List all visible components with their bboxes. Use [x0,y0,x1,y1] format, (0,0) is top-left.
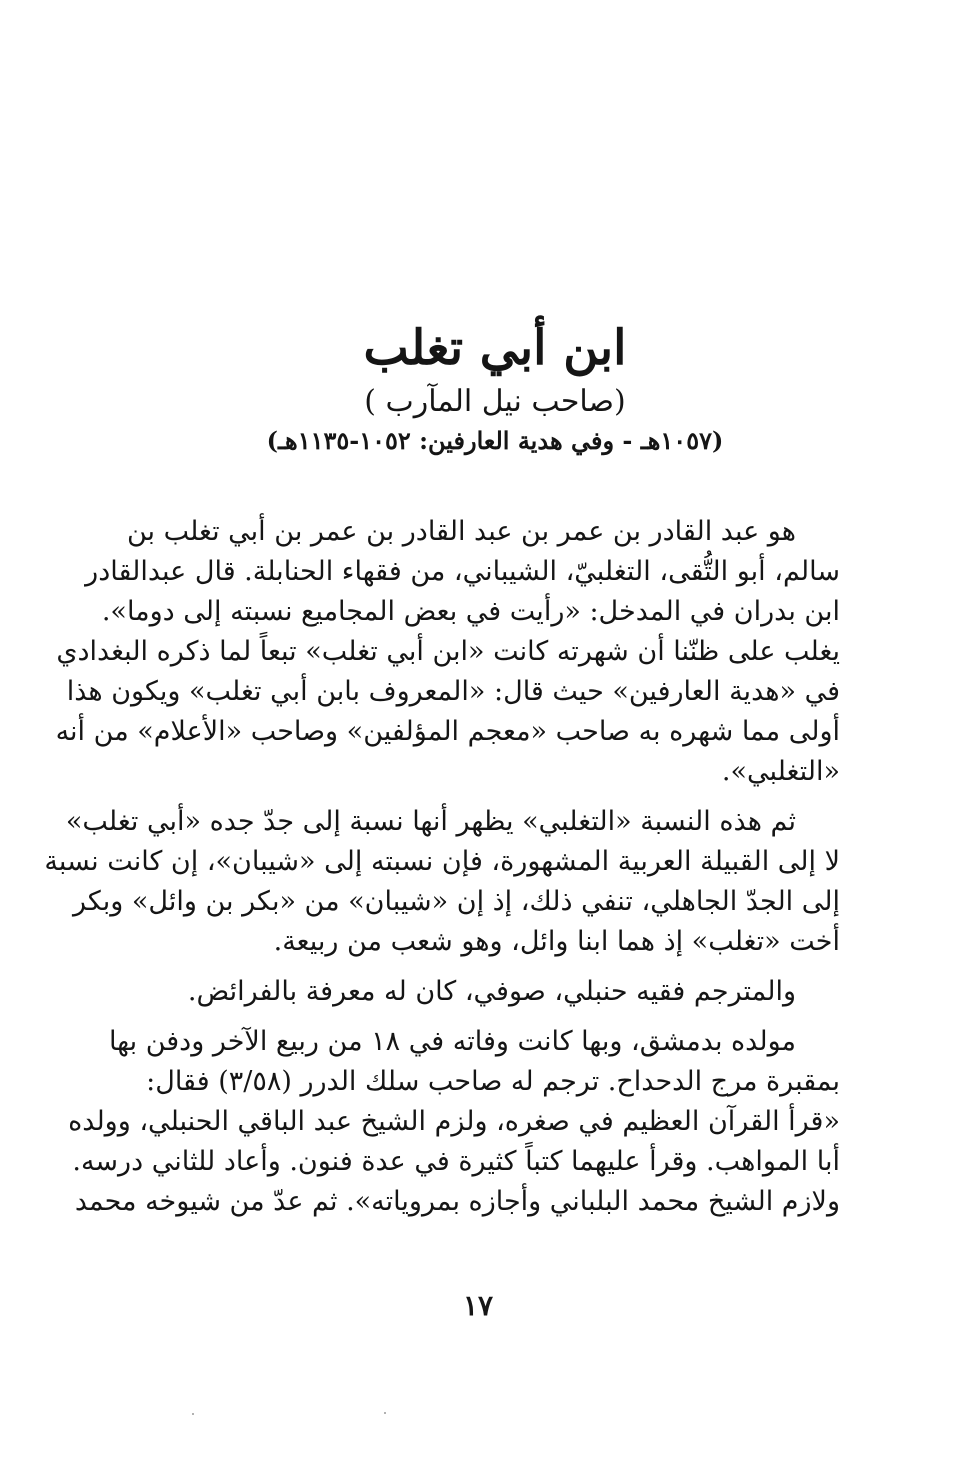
text-line: ثم هذه النسبة «التغلبي» يظهر أنها نسبة إلى جدّ جده «أبي تغلب» [65,806,796,837]
scan-speck [192,1413,194,1415]
text-line: ابن بدران في المدخل: «رأيت في بعض المجاميع نسبته إلى دوما». [101,596,840,627]
text-line: «التغلبي». [721,756,840,787]
scan-speck [384,1412,386,1414]
text-line: في «هدية العارفين» حيث قال: «المعروف بابن أبي تغلب» ويكون هذا [66,676,840,707]
paragraph-1 [55,512,840,792]
text-line: مولده بدمشق، وبها كانت وفاته في ١٨ من ربيع الآخر ودفن بها [108,1026,796,1057]
text-line: ولازم الشيخ محمد البلباني وأجازه بمروياته». ثم عدّ من شيوخه محمد [74,1186,840,1217]
paragraph-3 [150,972,840,1012]
text-line: بمقبرة مرج الدحداح. ترجم له صاحب سلك الدرر (٣/٥٨) فقال: [146,1066,840,1097]
text-line: سالم، أبو التُّقى، التغلبيّ، الشيباني، من فقهاء الحنابلة. قال عبدالقادر [85,556,840,587]
text-line: إلى الجدّ الجاهلي، تنفي ذلك، إذ إن «شيبان» من «بكر بن وائل» وبكر [72,886,840,917]
text-line: أولى مما شهره به صاحب «معجم المؤلفين» وصاحب «الأعلام» من أنه [55,716,840,747]
text-line: هو عبد القادر بن عمر بن عبد القادر بن عمر بن أبي تغلب بن [126,516,796,547]
biography-title: ابن أبي تغلب [363,320,627,376]
text-line: أبا المواهب. وقرأ عليهما كتباً كثيرة في عدة فنون. وأعاد للثاني درسه. [72,1146,840,1177]
text-line: يغلب على ظنّنا أن شهرته كانت «ابن أبي تغلب» تبعاً لما ذكره البغدادي [56,636,840,667]
text-line: أخت «تغلب» إذ هما ابنا وائل، وهو شعب من ربيعة. [273,926,840,957]
text-line: لا إلى القبيلة العربية المشهورة، فإن نسبته إلى «شيبان»، إن كانت نسبة [44,846,840,877]
text-line: «قرأ القرآن العظيم في صغره، ولزم الشيخ عبد الباقي الحنبلي، وولده [68,1106,840,1137]
page-number: ١٧ [462,1289,494,1322]
biography-dates: (١٠٥٧هـ - وفي هدية العارفين: ١٠٥٢-١١٣٥هـ) [266,426,724,455]
paragraph-2 [44,802,840,962]
biography-subtitle: (صاحب نيل المآرب ) [364,384,626,419]
paragraph-4 [68,1022,840,1222]
body-text [44,512,840,1222]
text-line: والمترجم فقيه حنبلي، صوفي، كان له معرفة بالفرائض. [187,976,796,1007]
